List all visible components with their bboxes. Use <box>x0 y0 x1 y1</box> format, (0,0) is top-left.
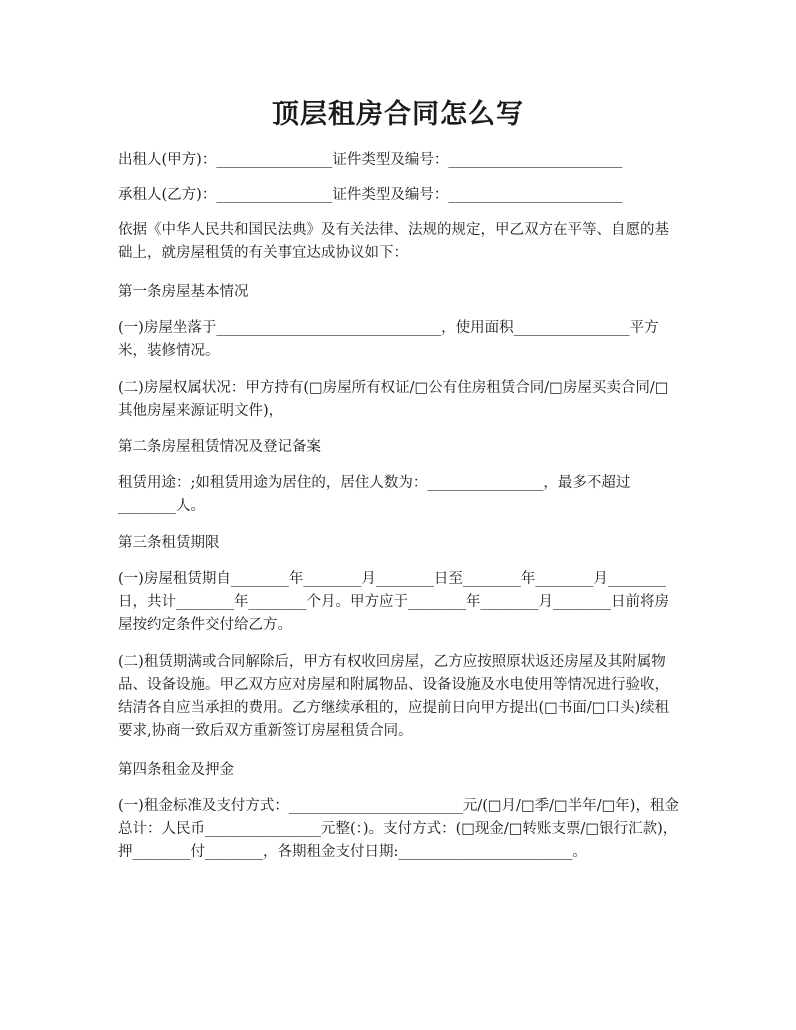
lessee-line: 承租人(乙方)：________________证件类型及编号：________________________ <box>118 187 623 203</box>
lessor-line: 出租人(甲方)：________________证件类型及编号：________________________ <box>118 152 623 168</box>
article1-heading: 第一条房屋基本情况 <box>118 284 249 300</box>
article2-heading: 第二条房屋租赁情况及登记备案 <box>118 439 321 455</box>
article4-heading: 第四条租金及押金 <box>118 762 234 778</box>
article1-paragraph-2: (二)房屋权属状况：甲方持有(□房屋所有权证/□公有住房租赁合同/□房屋买卖合同/□其他房屋来源证明文件)， <box>118 380 669 419</box>
article3-paragraph-2: (二)租赁期满或合同解除后，甲方有权收回房屋，乙方应按照原状返还房屋及其附属物品、设备设施。甲乙双方应对房屋和附属物品、设备设施及水电使用等情况进行验收，结清各自应当承担的费用。乙方继续承租的，应提前日向甲方提出(□书面/□口头)续租要求,协商一致后双方重新签订房屋租赁合同。 <box>118 654 670 739</box>
article2-paragraph-1: 租赁用途：;如租赁用途为居住的，居住人数为：________________，最多不超过________人。 <box>118 475 631 514</box>
article1-paragraph-1: (一)房屋坐落于_______________________________，使用面积________________平方米，装修情况。 <box>118 320 659 359</box>
document-title: 顶层租房合同怎么写 <box>272 99 524 130</box>
article3-heading: 第三条租赁期限 <box>118 535 220 551</box>
intro-paragraph: 依据《中华人民共和国民法典》及有关法律、法规的规定，甲乙双方在平等、自愿的基础上，就房屋租赁的有关事宜达成协议如下： <box>118 222 669 261</box>
article4-paragraph-1: (一)租金标准及支付方式：________________________元/(□月/□季/□半年/□年)，租金总计：人民币________________元整(：)。支付方式：(□现金/□转账支票/□银行汇款)，押________付________，各期租金支付日期:________________________。 <box>118 798 679 860</box>
article3-paragraph-1: (一)房屋租赁期自________年________月________日至________年________月________日，共计________年________个月。甲方应于________年________月________日前将房屋按约定条件交付给乙方。 <box>118 571 669 633</box>
